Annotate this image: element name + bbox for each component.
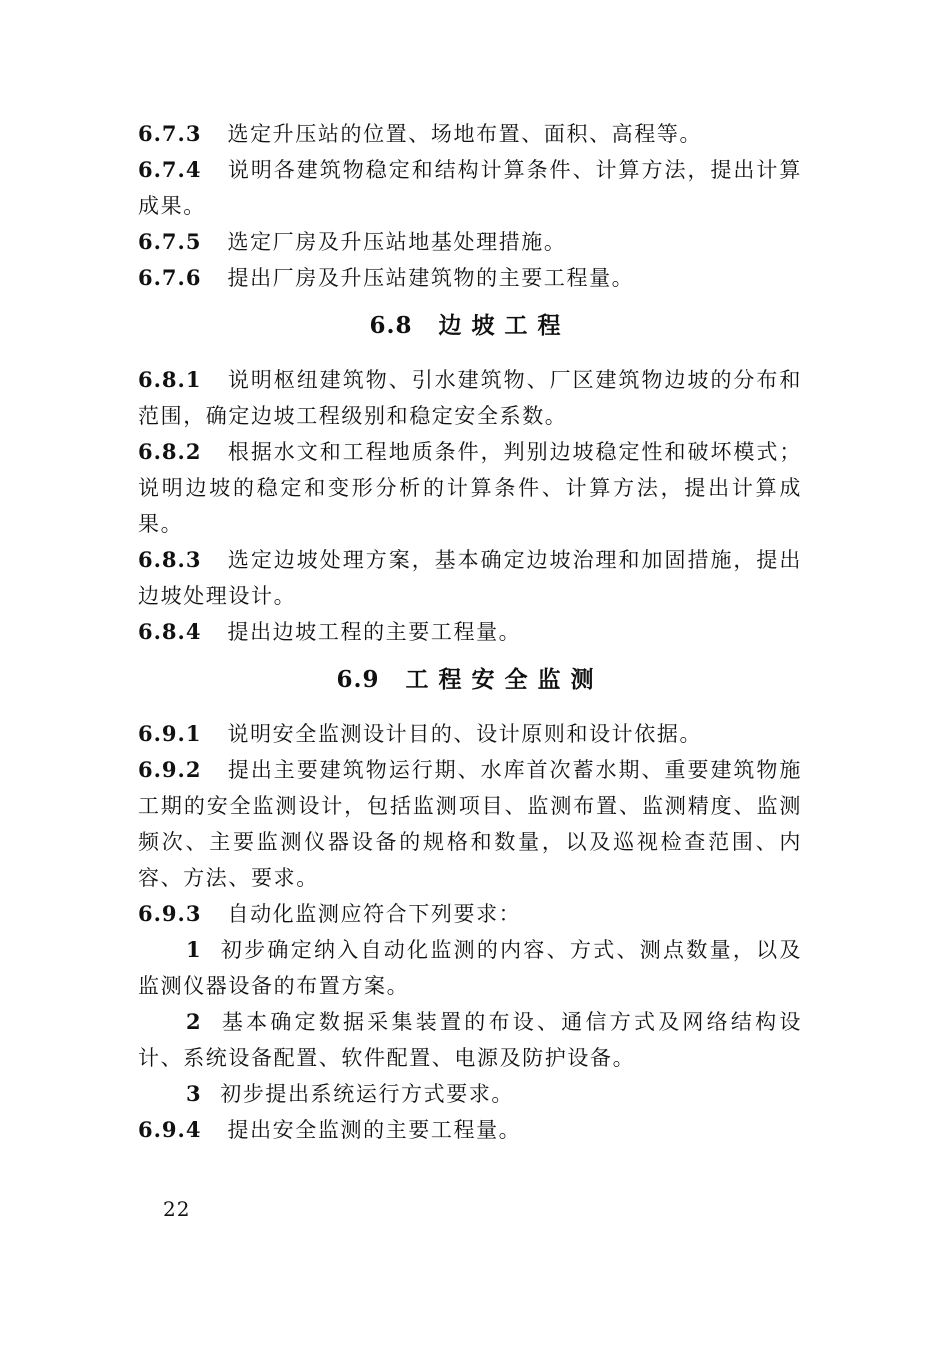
clause-number: 6.7.4	[138, 157, 202, 182]
clause-text: 提出主要建筑物运行期、水库首次蓄水期、重要建筑物施工期的安全监测设计，包括监测项目、监测布置、监测精度、监测频次、主要监测仪器设备的规格和数量，以及巡视检查范围、内容、方法、要求。	[138, 758, 802, 890]
clause-number: 6.8.3	[138, 547, 202, 572]
clause-number: 6.7.5	[138, 229, 202, 254]
list-item-1	[138, 932, 802, 1004]
clause-6-8-2	[138, 434, 802, 542]
clause-text: 选定厂房及升压站地基处理措施。	[227, 230, 567, 254]
clause-6-8-3	[138, 542, 802, 614]
clause-text: 提出边坡工程的主要工程量。	[227, 620, 522, 644]
section-number: 6.9	[336, 666, 380, 693]
section-heading-6-8	[138, 306, 802, 346]
clause-6-8-4	[138, 614, 802, 650]
section-title: 边坡工程	[438, 312, 571, 339]
clause-number: 6.9.2	[138, 757, 202, 782]
item-number: 2	[186, 1009, 203, 1034]
list-item-3	[138, 1076, 802, 1112]
section-number: 6.8	[369, 312, 413, 339]
item-number: 1	[186, 937, 203, 962]
clause-number: 6.8.4	[138, 619, 202, 644]
clause-6-9-3	[138, 896, 802, 932]
page-number: 22	[163, 1197, 191, 1221]
clause-6-7-6	[138, 260, 802, 296]
clause-number: 6.9.1	[138, 721, 202, 746]
clause-number: 6.7.6	[138, 265, 202, 290]
item-number: 3	[186, 1081, 203, 1106]
item-text: 初步确定纳入自动化监测的内容、方式、测点数量，以及监测仪器设备的布置方案。	[138, 938, 802, 998]
clause-6-8-1	[138, 362, 802, 434]
clause-6-7-5	[138, 224, 802, 260]
clause-number: 6.9.3	[138, 901, 202, 926]
clause-text: 自动化监测应符合下列要求：	[227, 902, 522, 926]
clause-text: 提出厂房及升压站建筑物的主要工程量。	[227, 266, 635, 290]
clause-text: 说明枢纽建筑物、引水建筑物、厂区建筑物边坡的分布和范围，确定边坡工程级别和稳定安全系数。	[138, 368, 802, 428]
clause-number: 6.8.1	[138, 367, 202, 392]
clause-number: 6.7.3	[138, 121, 202, 146]
clause-number: 6.9.4	[138, 1117, 202, 1142]
clause-text: 说明安全监测设计目的、设计原则和设计依据。	[227, 722, 703, 746]
section-heading-6-9	[138, 660, 802, 700]
clause-text: 说明各建筑物稳定和结构计算条件、计算方法，提出计算成果。	[138, 158, 802, 218]
page-content	[138, 116, 802, 1148]
section-title: 工程安全监测	[405, 666, 604, 693]
item-text: 初步提出系统运行方式要求。	[220, 1082, 515, 1106]
clause-6-9-4	[138, 1112, 802, 1148]
clause-number: 6.8.2	[138, 439, 202, 464]
clause-6-7-4	[138, 152, 802, 224]
clause-text: 根据水文和工程地质条件，判别边坡稳定性和破坏模式；说明边坡的稳定和变形分析的计算条件、计算方法，提出计算成果。	[138, 440, 802, 536]
list-item-2	[138, 1004, 802, 1076]
clause-6-7-3	[138, 116, 802, 152]
item-text: 基本确定数据采集装置的布设、通信方式及网络结构设计、系统设备配置、软件配置、电源及防护设备。	[138, 1010, 802, 1070]
clause-6-9-1	[138, 716, 802, 752]
clause-text: 提出安全监测的主要工程量。	[227, 1118, 522, 1142]
clause-6-9-2	[138, 752, 802, 896]
clause-text: 选定边坡处理方案，基本确定边坡治理和加固措施，提出边坡处理设计。	[138, 548, 802, 608]
clause-text: 选定升压站的位置、场地布置、面积、高程等。	[227, 122, 703, 146]
